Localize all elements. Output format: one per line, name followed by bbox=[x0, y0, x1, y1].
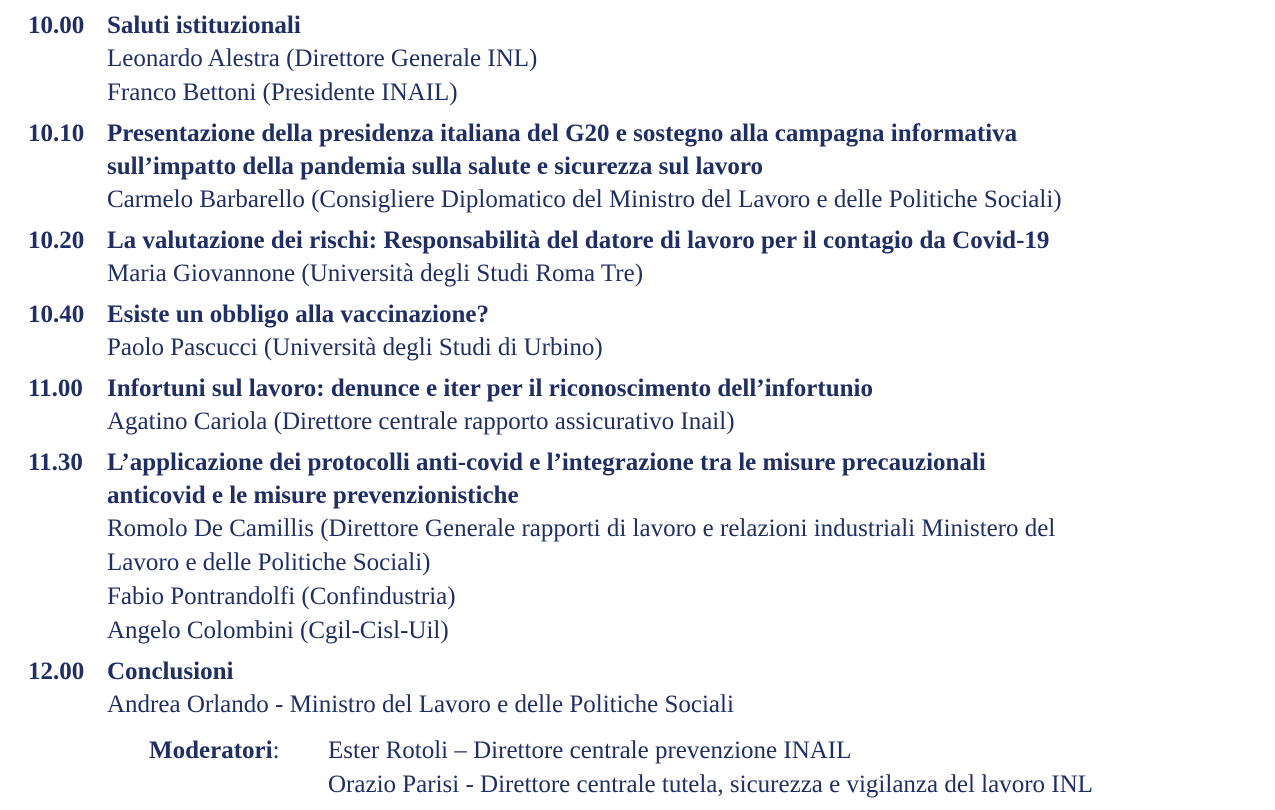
agenda-title: Infortuni sul lavoro: denunce e iter per il riconoscimento dell’infortunio bbox=[107, 375, 873, 402]
moderators-label: Moderatori bbox=[149, 737, 273, 764]
agenda-speaker: Franco Bettoni (Presidente INAIL) bbox=[107, 79, 458, 106]
agenda-item-body bbox=[107, 117, 1263, 217]
agenda-item bbox=[28, 298, 1263, 365]
agenda-title: Presentazione della presidenza italiana del G20 e sostegno alla campagna informativa bbox=[107, 120, 1018, 147]
agenda-speaker: Agatino Cariola (Direttore centrale rapporto assicurativo Inail) bbox=[107, 408, 735, 435]
agenda-title: L’applicazione dei protocolli anti-covid e l’integrazione tra le misure precauzionali bbox=[107, 449, 986, 476]
agenda-time: 10.20 bbox=[28, 227, 85, 254]
agenda bbox=[28, 9, 1263, 722]
agenda-title: Conclusioni bbox=[107, 658, 234, 685]
agenda-speaker: Maria Giovannone (Università degli Studi Roma Tre) bbox=[107, 260, 644, 287]
agenda-speaker: Fabio Pontrandolfi (Confindustria) bbox=[107, 583, 456, 610]
moderators-names bbox=[328, 734, 1093, 802]
agenda-title: Saluti istituzionali bbox=[107, 12, 301, 39]
agenda-item bbox=[28, 224, 1263, 291]
agenda-title: Esiste un obbligo alla vaccinazione? bbox=[107, 301, 489, 328]
agenda-item bbox=[28, 9, 1263, 110]
agenda-item bbox=[28, 117, 1263, 217]
agenda-time: 10.40 bbox=[28, 301, 85, 328]
agenda-time: 11.00 bbox=[28, 375, 83, 402]
moderators-block bbox=[149, 734, 1093, 802]
agenda-speaker: Leonardo Alestra (Direttore Generale INL) bbox=[107, 45, 538, 72]
agenda-time: 11.30 bbox=[28, 449, 83, 476]
agenda-title: sull’impatto della pandemia sulla salute e sicurezza sul lavoro bbox=[107, 153, 764, 180]
agenda-time: 10.00 bbox=[28, 12, 85, 39]
agenda-item-body bbox=[107, 224, 1263, 291]
moderators-label-group bbox=[149, 734, 328, 802]
agenda-item-body bbox=[107, 372, 1263, 439]
agenda-title: La valutazione dei rischi: Responsabilità del datore di lavoro per il contagio da Covid-19 bbox=[107, 227, 1050, 254]
agenda-speaker: Paolo Pascucci (Università degli Studi di Urbino) bbox=[107, 334, 603, 361]
agenda-speaker: Carmelo Barbarello (Consigliere Diplomatico del Ministro del Lavoro e delle Politiche Sociali) bbox=[107, 186, 1062, 213]
moderators-separator: : bbox=[272, 737, 280, 764]
agenda-item-body bbox=[107, 655, 1263, 722]
moderator-name: Ester Rotoli – Direttore centrale prevenzione INAIL bbox=[328, 737, 852, 764]
agenda-speaker: Lavoro e delle Politiche Sociali) bbox=[107, 549, 431, 576]
agenda-time: 10.10 bbox=[28, 120, 85, 147]
agenda-speaker: Andrea Orlando - Ministro del Lavoro e delle Politiche Sociali bbox=[107, 691, 734, 718]
agenda-time: 12.00 bbox=[28, 658, 85, 685]
moderator-name: Orazio Parisi - Direttore centrale tutela, sicurezza e vigilanza del lavoro INL bbox=[328, 771, 1093, 798]
agenda-item bbox=[28, 655, 1263, 722]
agenda-speaker: Angelo Colombini (Cgil-Cisl-Uil) bbox=[107, 617, 449, 644]
agenda-item bbox=[28, 372, 1263, 439]
agenda-title: anticovid e le misure prevenzionistiche bbox=[107, 482, 519, 509]
agenda-speaker: Romolo De Camillis (Direttore Generale rapporti di lavoro e relazioni industriali Ministero del bbox=[107, 515, 1056, 542]
agenda-item-body bbox=[107, 298, 1263, 365]
agenda-item-body bbox=[107, 446, 1263, 648]
agenda-item-body bbox=[107, 9, 1263, 110]
agenda-item bbox=[28, 446, 1263, 648]
